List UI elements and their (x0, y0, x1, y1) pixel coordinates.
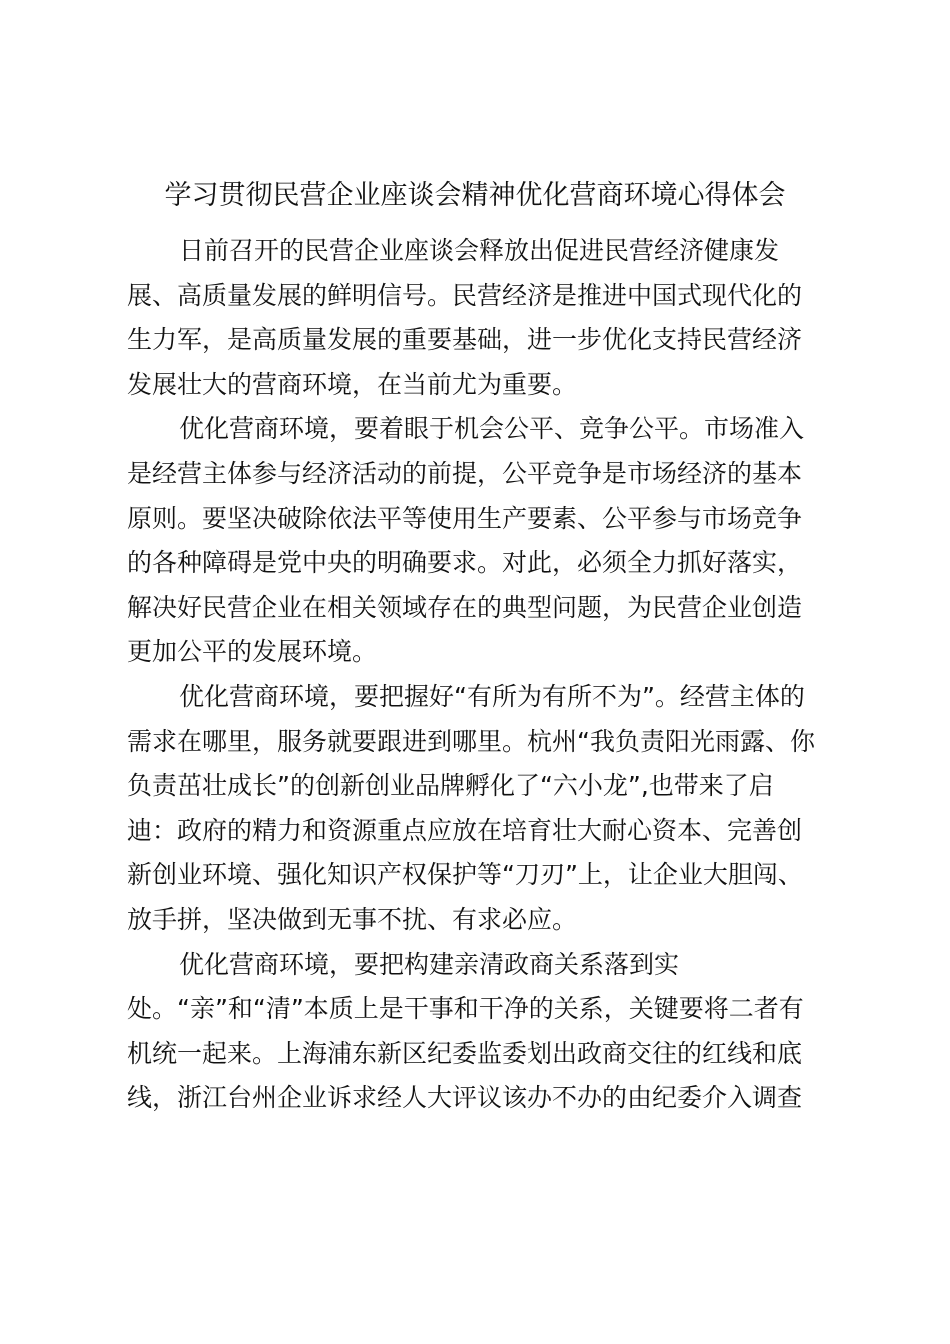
body-line: 原则。要坚决破除依法平等使用生产要素、公平参与市场竞争 (127, 503, 803, 533)
body-line: 放手拼，坚决做到无事不扰、有求必应。 (127, 904, 578, 934)
body-line: 优化营商环境，要把握好“有所为有所不为”。经营主体的 (179, 681, 805, 711)
document-title: 学习贯彻民营企业座谈会精神优化营商环境心得体会 (164, 180, 786, 211)
body-line: 日前召开的民营企业座谈会释放出促进民营经济健康发 (179, 236, 780, 265)
body-line: 的各种障碍是党中央的明确要求。对此，必须全力抓好落实， (127, 548, 803, 578)
body-line: 发展壮大的营商环境，在当前尤为重要。 (127, 369, 578, 399)
document-body (127, 229, 847, 1121)
body-line: 需求在哪里，服务就要跟进到哪里。杭州“我负责阳光雨露、你 (127, 726, 815, 756)
body-line: 负责茁壮成长”的创新创业品牌孵化了“六小龙”,也带来了启 (127, 771, 774, 801)
body-line: 解决好民营企业在相关领域存在的典型问题，为民营企业创造 (127, 592, 803, 622)
body-line: 新创业环境、强化知识产权保护等“刀刃”上，让企业大胆闯、 (127, 860, 803, 890)
body-line: 优化营商环境，要把构建亲清政商关系落到实 (179, 949, 680, 979)
body-line: 处。“亲”和“清”本质上是干事和干净的关系，关键要将二者有 (127, 994, 804, 1024)
body-line: 生力军，是高质量发展的重要基础，进一步优化支持民营经济 (127, 325, 803, 355)
body-line: 迪：政府的精力和资源重点应放在培育壮大耐心资本、完善创 (127, 815, 803, 845)
body-line: 线，浙江台州企业诉求经人大评议该办不办的由纪委介入调查 (127, 1083, 803, 1113)
body-line: 优化营商环境，要着眼于机会公平、竞争公平。市场准入 (179, 414, 805, 444)
body-line: 是经营主体参与经济活动的前提，公平竞争是市场经济的基本 (127, 458, 803, 488)
body-line: 展、高质量发展的鲜明信号。民营经济是推进中国式现代化的 (127, 280, 803, 310)
body-line: 机统一起来。上海浦东新区纪委监委划出政商交往的红线和底 (127, 1038, 803, 1068)
body-line: 更加公平的发展环境。 (127, 637, 378, 667)
